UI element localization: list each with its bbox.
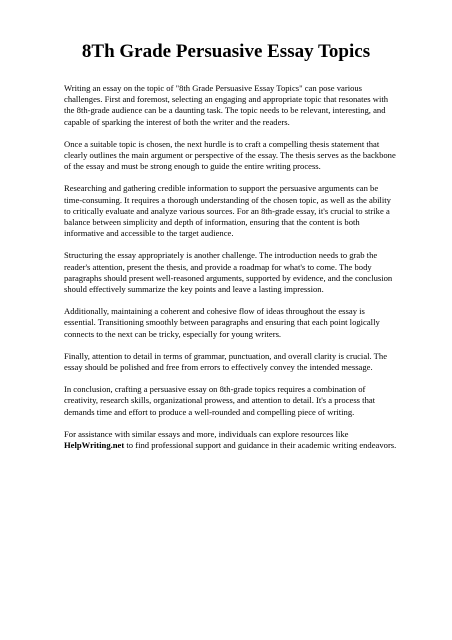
paragraph-closing <box>64 429 398 451</box>
paragraph-detail: Finally, attention to detail in terms of grammar, punctuation, and overall clarity is crucial. The essay should be polished and free from errors to effectively convey the intended message. <box>64 350 388 373</box>
paragraph-research: Researching and gathering credible information to support the persuasive arguments can be time-consuming. It requires a thorough understanding of the chosen topic, as well as the ability to critically evaluate and analyze various sources. For an 8th-grade essay, it's crucial to strike a balance between simplicity and depth of information, ensuring that the content is both informative and accessible to the target audience. <box>64 183 391 239</box>
paragraph-conclusion: In conclusion, crafting a persuasive essay on 8th-grade topics requires a combination of creativity, research skills, organizational prowess, and attention to detail. It's a process that demands time and effort to produce a well-rounded and compelling piece of writing. <box>64 384 376 417</box>
closing-suffix: to find professional support and guidance in their academic writing endeavors. <box>124 440 397 451</box>
closing-prefix: For assistance with similar essays and more, individuals can explore resources like <box>64 428 349 439</box>
paragraph-intro: Writing an essay on the topic of "8th Grade Persuasive Essay Topics" can pose various challenges. First and foremost, selecting an engaging and appropriate topic that resonates with the 8th-grade audience can be a daunting task. The topic needs to be relevant, interesting, and capable of sparking the interest of both the writer and the readers. <box>64 83 389 127</box>
paragraph-thesis: Once a suitable topic is chosen, the next hurdle is to craft a compelling thesis statement that clearly outlines the main argument or perspective of the essay. The thesis serves as the backbone of the essay and must be strong enough to guide the entire writing process. <box>64 138 396 172</box>
document-title: 8Th Grade Persuasive Essay Topics <box>81 41 371 62</box>
helpwriting-link[interactable]: HelpWriting.net <box>64 440 125 451</box>
paragraph-structure: Structuring the essay appropriately is another challenge. The introduction needs to grab the reader's attention, present the thesis, and provide a roadmap for what's to come. The body paragraphs should present well-reasoned arguments, supported by evidence, and the conclusion should effectively summarize the key points and leave a lasting impression. <box>64 250 393 295</box>
paragraph-flow: Additionally, maintaining a coherent and cohesive flow of ideas throughout the essay is essential. Transitioning smoothly between paragraphs and ensuring that each point logically connects to the next can be tricky, especially for young writers. <box>64 306 380 339</box>
document-body <box>64 83 398 462</box>
